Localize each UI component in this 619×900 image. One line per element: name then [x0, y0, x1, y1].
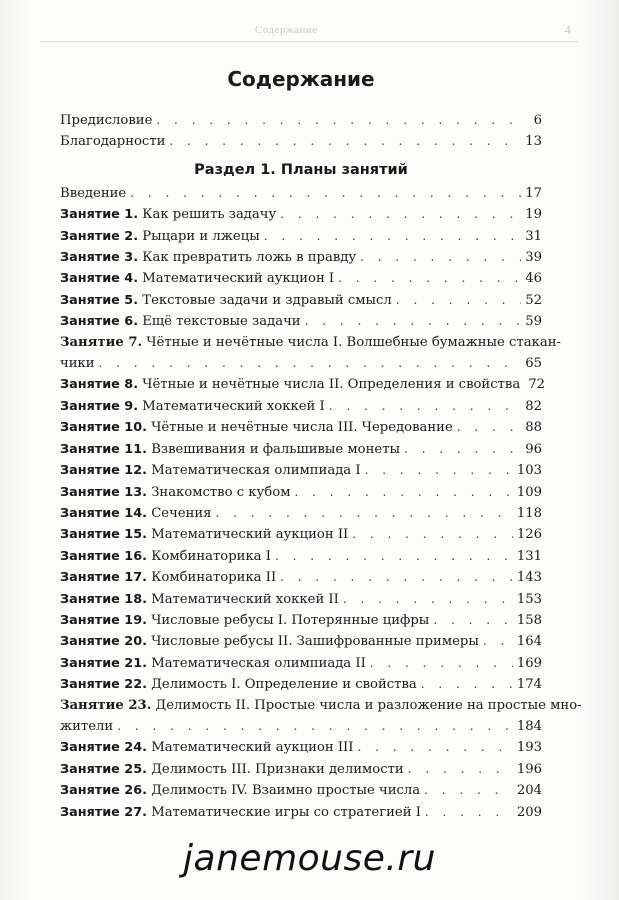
dot-leader	[343, 589, 513, 609]
lesson-number: Занятие 18.	[60, 591, 147, 607]
lessons-list	[60, 204, 582, 823]
lesson-number: Занятие 1.	[60, 207, 139, 223]
lesson-title: Взвешивания и фальшивые монеты	[151, 441, 400, 457]
toc-entry-label	[60, 397, 325, 417]
toc-entry-page: 184	[516, 718, 542, 734]
toc-entry-label	[60, 675, 417, 695]
toc-entry-page: 109	[516, 484, 542, 500]
dot-leader	[421, 674, 513, 694]
lesson-title: Чётные и нечётные числа II. Определения и свойства	[142, 377, 521, 393]
toc-entry-page: 164	[516, 634, 542, 650]
lesson-number: Занятие 10.	[60, 420, 147, 436]
toc-entry-page: 13	[525, 134, 542, 150]
lesson-number: Занятие 9.	[60, 398, 139, 414]
toc-entry-lesson[interactable]	[60, 653, 542, 674]
dot-leader	[130, 183, 521, 203]
lesson-title: Делимость IV. Взаимно простые числа	[151, 783, 421, 799]
toc-entry-lesson[interactable]	[60, 396, 542, 417]
dot-leader	[433, 610, 513, 630]
lesson-title: Комбинаторика I	[151, 548, 271, 564]
toc-entry-label	[60, 461, 361, 481]
toc-entry-lesson[interactable]	[60, 226, 542, 247]
toc-entry-page: 131	[516, 548, 542, 564]
lesson-number: Занятие 4.	[60, 271, 139, 287]
toc-entry-label	[60, 738, 353, 758]
toc-entry-label	[60, 227, 260, 247]
toc-entry-label	[60, 504, 212, 524]
toc-entry-page: 65	[525, 356, 542, 372]
toc-entry-page: 209	[516, 804, 542, 820]
lesson-title: Математическая олимпиада II	[151, 655, 366, 671]
dot-leader	[216, 503, 513, 523]
dot-leader	[117, 716, 513, 736]
lesson-title: Математические игры со стратегией I	[151, 804, 421, 820]
lesson-title: Числовые ребусы I. Потерянные цифры	[151, 612, 430, 628]
dot-leader	[275, 546, 513, 566]
toc-entry-lesson[interactable]	[60, 610, 542, 631]
toc-entry-label	[60, 269, 334, 289]
toc-entry-label	[60, 525, 348, 545]
toc-entry-label	[60, 803, 421, 823]
lesson-title: Текстовые задачи и здравый смысл	[142, 292, 392, 308]
lesson-title: Математическая олимпиада I	[151, 463, 361, 479]
front-matter-list	[60, 110, 542, 153]
toc-entry-lesson[interactable]	[60, 482, 542, 503]
lesson-number: Занятие 5.	[60, 292, 139, 308]
dot-leader	[280, 204, 521, 224]
lesson-title: Математический аукцион III	[151, 740, 354, 756]
toc-entry-label	[60, 375, 520, 395]
toc-entry-page: 153	[516, 591, 542, 607]
toc-entry-lesson[interactable]	[60, 802, 542, 823]
dot-leader	[338, 268, 521, 288]
dot-leader	[280, 567, 513, 587]
running-head-title: Содержание	[255, 24, 318, 36]
lesson-number: Занятие 15.	[60, 527, 147, 543]
lesson-number: Занятие 22.	[60, 677, 147, 693]
lesson-number: Занятие 24.	[60, 740, 147, 756]
dot-leader	[156, 110, 522, 130]
toc-entry-page: 31	[525, 228, 542, 244]
toc-entry-front-matter[interactable]	[60, 131, 542, 152]
toc-entry-page: 52	[525, 292, 542, 308]
lesson-number: Занятие 7.	[60, 334, 143, 350]
toc-entry-page: 46	[525, 271, 542, 287]
lesson-number: Занятие 3.	[60, 250, 139, 266]
lesson-title: Как превратить ложь в правду	[142, 250, 357, 266]
dot-leader	[169, 131, 521, 151]
dot-leader	[99, 353, 522, 373]
toc-entry-label	[60, 418, 453, 438]
lesson-number: Занятие 21.	[60, 655, 147, 671]
toc-entry-lesson[interactable]	[60, 631, 542, 652]
toc-entry-label	[60, 312, 301, 332]
toc-entry-page: 6	[533, 113, 542, 128]
watermark: janemouse.ru	[183, 838, 436, 879]
toc-entry-page: 126	[516, 527, 542, 543]
toc-entry-label	[60, 590, 339, 610]
toc-entry-lesson[interactable]	[60, 374, 545, 395]
toc-entry-page: 17	[525, 185, 542, 201]
dot-leader	[365, 460, 513, 480]
toc-title: Содержание	[227, 67, 375, 91]
toc-entry-label	[60, 291, 392, 311]
lesson-number: Занятие 19.	[60, 612, 147, 628]
toc-entry-page: 88	[525, 420, 542, 436]
toc-entry-page: 19	[525, 207, 542, 223]
toc-entry-page: 103	[516, 463, 542, 479]
lesson-title: Делимость II. Простые числа и разложение на простые мно-	[155, 697, 582, 713]
toc-entry-lesson[interactable]	[60, 546, 542, 567]
dot-leader	[329, 396, 521, 416]
toc-entry-lesson[interactable]	[60, 204, 542, 225]
lesson-title-continuation: жители	[60, 718, 114, 734]
dot-leader	[396, 290, 521, 310]
lesson-title: Делимость I. Определение и свойства	[151, 677, 417, 693]
lesson-title: Чётные и нечётные числа III. Чередование	[151, 420, 453, 436]
toc-entry-label	[60, 547, 271, 567]
toc-entry-page: 39	[525, 250, 542, 266]
dot-leader	[357, 737, 512, 757]
lesson-title: Делимость III. Признаки делимости	[151, 761, 404, 777]
toc-entry-page: 82	[525, 398, 542, 414]
toc-entry-page: 118	[516, 505, 542, 521]
toc-entry-lesson[interactable]	[60, 460, 542, 481]
toc-entry-first-line	[60, 696, 582, 716]
lesson-title-continuation: чики	[60, 356, 95, 372]
toc-entry-label	[60, 483, 290, 503]
toc-entry-page: 204	[516, 783, 542, 799]
lesson-title: Чётные и нечётные числа I. Волшебные бумажные стакан-	[146, 334, 561, 350]
toc-entry-second-line	[60, 353, 542, 374]
toc-entry-first-line	[60, 333, 561, 353]
dot-leader	[370, 653, 513, 673]
dot-leader	[352, 524, 513, 544]
toc-entry-lesson[interactable]	[60, 567, 542, 588]
lesson-title: Рыцари и лжецы	[142, 228, 260, 244]
dot-leader	[457, 417, 521, 437]
toc-entry-lesson[interactable]	[60, 780, 542, 801]
toc-entry-page: 143	[516, 570, 542, 586]
toc-entry-lesson[interactable]	[60, 268, 542, 289]
toc-entry-lesson[interactable]	[60, 674, 542, 695]
toc-entry-label: Предисловие	[60, 113, 153, 128]
lesson-number: Занятие 25.	[60, 761, 147, 777]
toc-entry-lesson[interactable]	[60, 503, 542, 524]
toc-entry-page: 193	[516, 740, 542, 756]
dot-leader	[305, 311, 522, 331]
toc-entry-lesson[interactable]	[60, 439, 542, 460]
toc-entry-second-line	[60, 716, 542, 737]
toc-entry-lesson[interactable]	[60, 737, 542, 758]
dot-leader	[483, 631, 513, 651]
lesson-number: Занятие 14.	[60, 505, 147, 521]
lesson-number: Занятие 23.	[60, 697, 152, 713]
toc-entry-lesson[interactable]	[60, 696, 582, 738]
toc-entry-label	[60, 205, 276, 225]
toc-entry-page: 169	[516, 655, 542, 671]
lesson-number: Занятие 6.	[60, 314, 139, 330]
lesson-title: Сечения	[151, 505, 212, 521]
lesson-number: Занятие 16.	[60, 548, 147, 564]
dot-leader	[404, 439, 521, 459]
toc-entry-page: 196	[516, 761, 542, 777]
lesson-title: Математический аукцион II	[151, 527, 349, 543]
toc-entry-page: 158	[516, 612, 542, 628]
toc-entry-label	[60, 248, 356, 268]
running-head	[0, 22, 619, 42]
lesson-number: Занятие 8.	[60, 377, 139, 393]
toc-entry-label	[60, 568, 276, 588]
dot-leader	[424, 780, 513, 800]
toc-entry-label: Благодарности	[60, 134, 166, 150]
lesson-number: Занятие 12.	[60, 463, 147, 479]
table-of-contents	[60, 62, 582, 823]
toc-entry-lesson[interactable]	[60, 589, 542, 610]
toc-entry-lesson[interactable]	[60, 759, 542, 780]
lesson-number: Занятие 27.	[60, 804, 147, 820]
toc-entry-label	[60, 654, 366, 674]
dot-leader	[425, 802, 513, 822]
toc-entry-lesson[interactable]	[60, 417, 542, 438]
dot-leader	[294, 482, 512, 502]
toc-entry-label	[60, 611, 429, 631]
lesson-number: Занятие 2.	[60, 228, 139, 244]
lesson-number: Занятие 26.	[60, 783, 147, 799]
lesson-number: Занятие 17.	[60, 570, 147, 586]
toc-entry-page: 59	[525, 314, 542, 330]
toc-entry-lesson[interactable]	[60, 290, 542, 311]
toc-entry-page: 174	[516, 677, 542, 693]
dot-leader	[408, 759, 513, 779]
toc-entry-label: Введение	[60, 185, 127, 201]
toc-entry-label	[60, 632, 479, 652]
lesson-number: Занятие 13.	[60, 484, 147, 500]
toc-entry-lesson[interactable]	[60, 311, 542, 332]
toc-entry-label	[60, 440, 400, 460]
lesson-title: Математический хоккей II	[151, 591, 339, 607]
lesson-title: Как решить задачу	[142, 207, 277, 223]
toc-entry-page: 96	[525, 441, 542, 457]
toc-entry-intro[interactable]	[60, 183, 542, 204]
running-head-page-number: 4	[564, 22, 571, 37]
dot-leader	[264, 226, 522, 246]
toc-entry-label	[60, 760, 404, 780]
lesson-title: Математический аукцион I	[142, 271, 335, 287]
section-title: Раздел 1. Планы занятий	[194, 161, 408, 178]
toc-entry-page: 72	[528, 377, 545, 393]
toc-entry-front-matter[interactable]	[60, 110, 542, 131]
dot-leader	[360, 247, 521, 267]
running-head-rule	[40, 41, 579, 42]
toc-entry-label	[60, 781, 420, 801]
lesson-number: Занятие 20.	[60, 634, 147, 650]
lesson-title: Знакомство с кубом	[151, 484, 291, 500]
toc-entry-lesson[interactable]	[60, 333, 561, 375]
toc-entry-lesson[interactable]	[60, 247, 542, 268]
toc-entry-lesson[interactable]	[60, 524, 542, 545]
lesson-title: Ещё текстовые задачи	[142, 314, 301, 330]
lesson-title: Комбинаторика II	[151, 570, 277, 586]
lesson-title: Математический хоккей I	[142, 398, 325, 414]
lesson-title: Числовые ребусы II. Зашифрованные примеры	[151, 634, 479, 650]
lesson-number: Занятие 11.	[60, 441, 147, 457]
